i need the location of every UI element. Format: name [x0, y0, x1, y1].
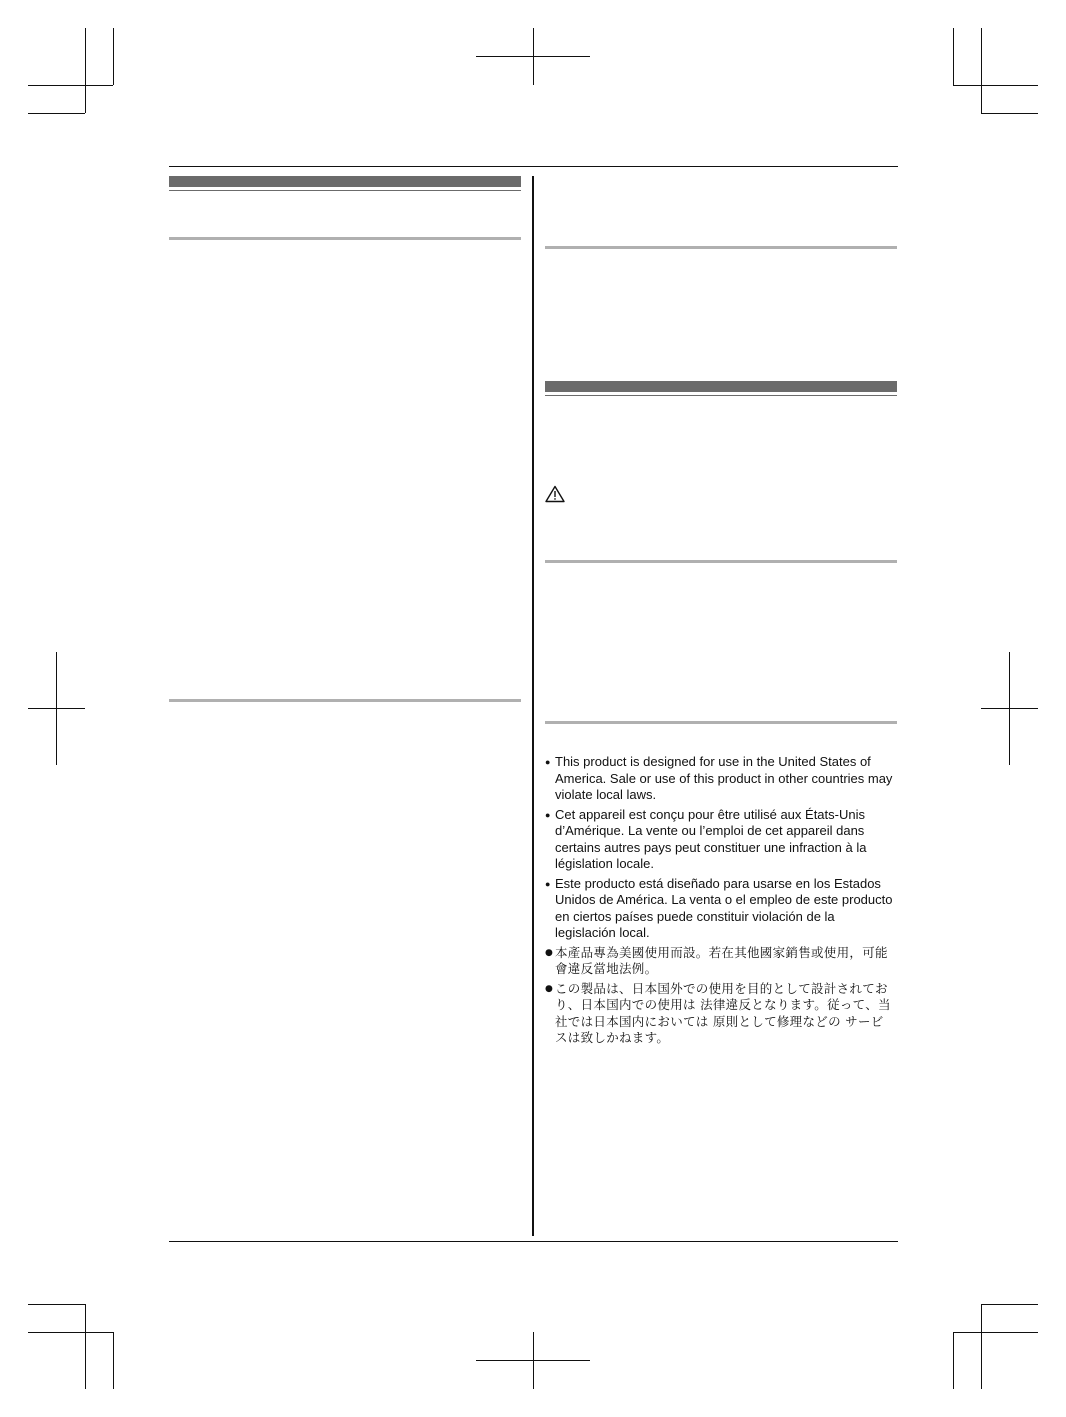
crop-mark: [113, 28, 114, 85]
bullet: ●: [545, 757, 551, 767]
crop-mark: [981, 1304, 1038, 1305]
registration-mark: [476, 56, 590, 57]
notice-text: This product is designed for use in the United States of America. Sale or use of this product in other countries may violate local laws.: [555, 754, 893, 802]
page-top-rule: [169, 166, 898, 167]
notice-chinese: [545, 945, 895, 978]
bullet: ●: [545, 809, 551, 820]
notice-japanese: [545, 981, 895, 1047]
crop-mark: [981, 28, 982, 113]
column-divider: [532, 176, 534, 1236]
regional-use-notices: [545, 754, 895, 1050]
notice-text: Cet appareil est conçu pour être utilisé aux États-Unis d’Amérique. La vente ou l’emploi de cet appareil dans certains autres pays peut constituer une infraction à la législation locale.: [555, 806, 867, 871]
bullet: ●: [545, 983, 554, 994]
subheading-rule: [545, 721, 897, 724]
crop-mark: [953, 85, 1038, 86]
registration-mark: [476, 1360, 590, 1361]
crop-mark: [113, 1332, 114, 1389]
section-heading-bar: [169, 176, 521, 187]
notice-text: 本產品專為美國使用而設。若在其他國家銷售或使用，可能會違反當地法例。: [555, 944, 888, 976]
notice-english: [545, 754, 895, 804]
notice-text: Este producto está diseñado para usarse en los Estados Unidos de América. La venta o el empleo de este producto en ciertos países puede constituir violación de la legislación local.: [555, 875, 893, 940]
registration-mark: [28, 708, 85, 709]
subheading-rule: [169, 699, 521, 702]
registration-mark: [981, 708, 1038, 709]
crop-mark: [953, 28, 954, 85]
crop-mark: [85, 28, 86, 113]
crop-mark: [953, 1332, 1038, 1333]
crop-mark: [28, 1304, 85, 1305]
notice-text: この製品は、日本国外での使用を目的として設計されており、日本国内での使用は 法律違反となります。従って、当社では日本国内においては 原則として修理などの サービスは致しかねます。: [555, 980, 891, 1045]
subheading-rule: [545, 560, 897, 563]
crop-mark: [28, 1332, 113, 1333]
crop-mark: [981, 113, 1038, 114]
section-heading-underline: [545, 395, 897, 396]
warning-triangle-icon: [545, 485, 565, 503]
subheading-rule: [169, 237, 521, 240]
page-bottom-rule: [169, 1241, 898, 1242]
bullet: ●: [545, 878, 551, 889]
crop-mark: [85, 1304, 86, 1389]
subheading-rule: [545, 246, 897, 249]
crop-mark: [28, 85, 113, 86]
section-heading-bar: [545, 381, 897, 392]
section-heading-underline: [169, 190, 521, 191]
crop-mark: [981, 1304, 982, 1389]
crop-mark: [28, 113, 85, 114]
bullet: ●: [545, 947, 554, 958]
crop-mark: [953, 1332, 954, 1389]
notice-french: [545, 807, 895, 873]
notice-spanish: [545, 876, 895, 942]
